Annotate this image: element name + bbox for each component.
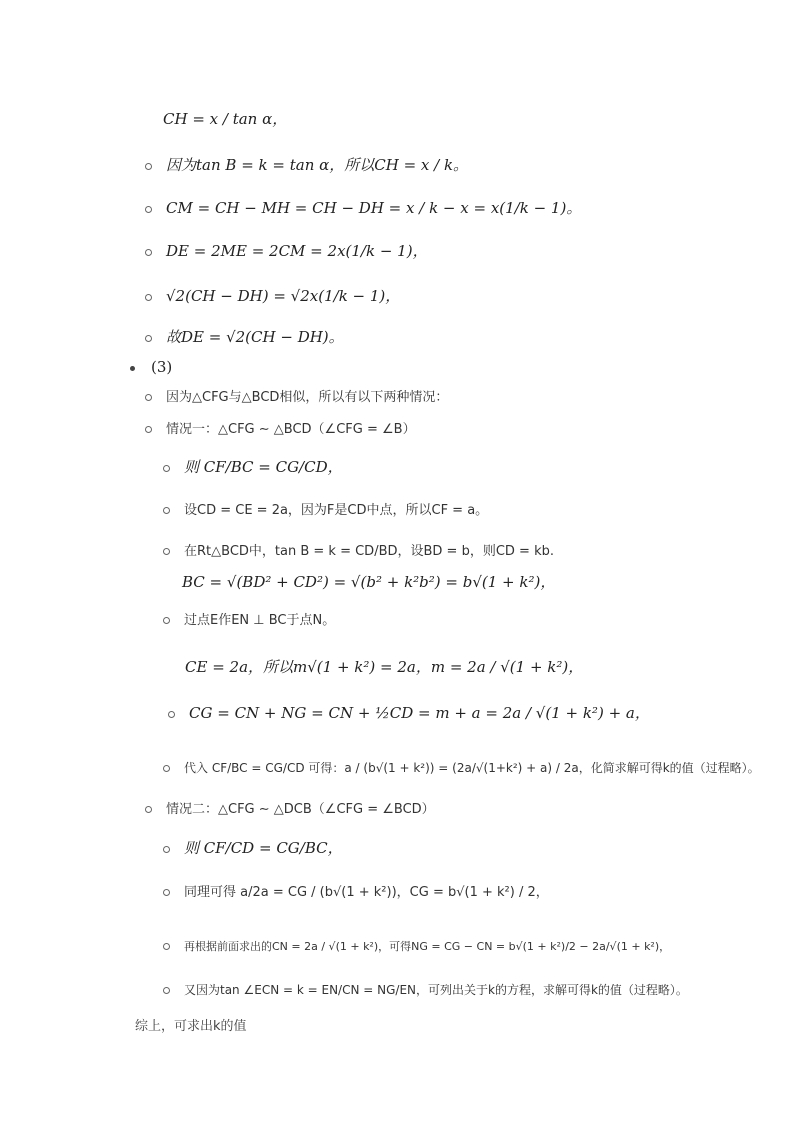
line-cm: CM = CH − MH = CH − DH = x / k − x = x(1/k − 1)。: [145, 198, 581, 218]
bullet-icon: [145, 394, 152, 401]
line-case1-ratio: 则 CF/BC = CG/CD，: [163, 457, 343, 477]
line-conclusion: 故DE = √2(CH − DH)。: [145, 327, 344, 347]
bullet-icon: [145, 294, 152, 301]
line-bc: BC = √(BD² + CD²) = √(b² + k²b²) = b√(1 + k²)，: [182, 573, 556, 591]
line-ce: CE = 2a，所以m√(1 + k²) = 2a，m = 2a / √(1 + k²)，: [185, 658, 584, 676]
line-two-cases: 因为△CFG与△BCD相似，所以有以下两种情况：: [145, 386, 448, 408]
bullet-icon: [145, 426, 152, 433]
bullet-icon: [130, 366, 135, 371]
line-ch-formula: CH = x / tan α，: [163, 110, 288, 128]
line-part3: (3): [130, 357, 172, 377]
cut-off-line: 综上，可求出k的值: [135, 1019, 247, 1034]
bullet-icon: [163, 548, 170, 555]
bullet-icon: [163, 987, 170, 994]
line-perpendicular: 过点E作EN ⊥ BC于点N。: [163, 609, 335, 631]
line-case1: 情况一：△CFG ∼ △BCD（∠CFG = ∠B）: [145, 418, 416, 440]
bullet-icon: [163, 617, 170, 624]
bullet-icon: [145, 206, 152, 213]
bullet-icon: [145, 163, 152, 170]
line-cn: 再根据前面求出的CN = 2a / √(1 + k²)，可得NG = CG − CN = b√(1 + k²)/2 − 2a/√(1 + k²)，: [163, 935, 670, 957]
bullet-icon: [168, 711, 175, 718]
line-cg: CG = CN + NG = CN + ½CD = m + a = 2a / √(1 + k²) + a，: [168, 703, 650, 723]
bullet-icon: [163, 765, 170, 772]
line-substitute: 代入 CF/BC = CG/CD 可得：a / (b√(1 + k²)) = (2a/√(1+k²) + a) / 2a，化简求解可得k的值（过程略）。: [163, 757, 760, 778]
line-case2-ratio: 则 CF/CD = CG/BC，: [163, 838, 343, 858]
line-rt-bcd: 在Rt△BCD中，tan B = k = CD/BD，设BD = b，则CD = kb.: [163, 540, 554, 562]
bullet-icon: [145, 335, 152, 342]
line-case2: 情况二：△CFG ∼ △DCB（∠CFG = ∠BCD）: [145, 798, 435, 820]
line-tan-ecn: 又因为tan ∠ECN = k = EN/CN = NG/EN，可列出关于k的方程，求解可得k的值（过程略）。: [163, 979, 688, 1000]
line-similarly: 同理可得 a/2a = CG / (b√(1 + k²))，CG = b√(1 + k²) / 2，: [163, 881, 549, 903]
line-de: DE = 2ME = 2CM = 2x(1/k − 1)，: [145, 241, 428, 261]
bullet-icon: [163, 846, 170, 853]
bullet-icon: [163, 465, 170, 472]
line-sqrt2: √2(CH − DH) = √2x(1/k − 1)，: [145, 286, 400, 306]
bullet-icon: [145, 249, 152, 256]
bullet-icon: [163, 943, 170, 950]
bullet-icon: [163, 889, 170, 896]
line-set-cd: 设CD = CE = 2a，因为F是CD中点，所以CF = a。: [163, 499, 488, 521]
bullet-icon: [163, 507, 170, 514]
line-tan-b: 因为tan B = k = tan α，所以CH = x / k。: [145, 155, 468, 175]
bullet-icon: [145, 806, 152, 813]
